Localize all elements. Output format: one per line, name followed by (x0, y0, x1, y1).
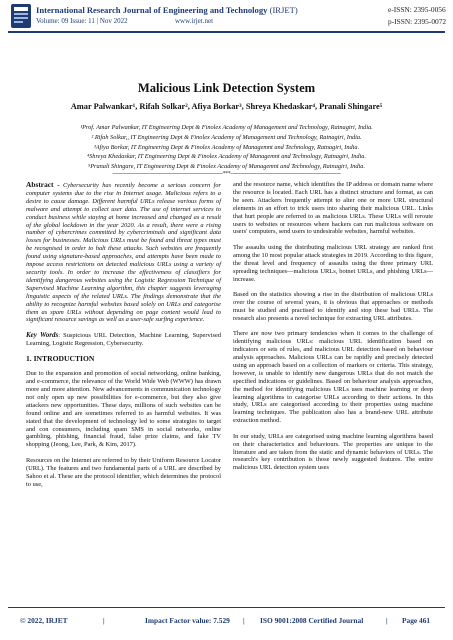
journal-footer (0, 616, 453, 630)
body-paragraph: In our study, URLs are categorised using machine learning algorithms based on their characteristics and behaviours. The properties are unique to the literature and are taken from the static and dynamic behaviors of URLs. The research's key contribution is those newly suggested features. The entire malicious URL detection system uses (233, 432, 433, 472)
affiliation-line: ⁴Shreya Khedaskar, IT Engineering Dept & Finolex Academy of Managemnt and Technology, Ratnagiri, India. (86, 153, 367, 161)
keywords (26, 332, 221, 348)
irjet-logo-icon (10, 3, 32, 29)
impact-factor: Impact Factor value: 7.529 (145, 616, 230, 625)
header-rule (8, 31, 445, 33)
website-link[interactable]: www.irjet.net (175, 17, 214, 25)
body-paragraph: The assaults using the distributing malicious URL strategy are ranked first among the 10 most popular attack strategies in 2019. According to this figure, the threat level and frequency of assaults using the three primary URL spreading techniques—malicious URLs, botnet URLs, and phishing URLs—increase. (233, 243, 433, 283)
section-heading-introduction: 1. INTRODUCTION (26, 354, 95, 364)
affiliation-line: ⁵Pranali Shingare, IT Engineering Dept & Finolex Academy of Managemnt and Technology, Ratnagiri, India. (88, 163, 365, 171)
volume-issue: Volume: 09 Issue: 11 | Nov 2022 (36, 17, 128, 25)
abstract-label: Abstract - (26, 180, 60, 189)
e-issn: e-ISSN: 2395-0056 (388, 5, 446, 14)
copyright: © 2022, IRJET (20, 616, 68, 625)
section-divider: ---------------------------------------------------------------------***--------------------------------------------------------------------- (112, 171, 341, 177)
iso-certification: ISO 9001:2008 Certified Journal (260, 616, 364, 625)
affiliations (0, 123, 453, 172)
journal-name-text: International Research Journal of Engineering and Technology (36, 5, 268, 15)
keywords-label: Key Words (26, 330, 59, 339)
abstract (26, 181, 221, 324)
page-number: Page 461 (402, 616, 431, 625)
journal-abbr: (IRJET) (269, 5, 298, 15)
paper-title: Malicious Link Detection System (137, 81, 316, 95)
affiliation-line: ³Afiya Borkar, IT Engineering Dept & Finolex Academy of Managemnt and Technology, Ratnagiri, India. (93, 143, 360, 151)
volume-line (36, 17, 214, 25)
body-paragraph: and the resource name, which identifies the IP address or domain name where the resource is located. Each URL has a distinct structure and format, as can be seen. Attackers frequently attempt to alter one or more URL structural elements in an effort to trick users into sharing their malicious URL. Links that hurt people are referred to as malicious URLs. These URLs will reroute users to websites or resources where hackers can run malicious software on users' computers, send users to undesirable websites, harmful websites. (233, 181, 433, 236)
affiliation-line: ² Rifah Solkar,, IT Engineering Dept & Finolex Academy of Management and Technology, Ratnagiri, India. (91, 133, 362, 141)
body-paragraph: Based on the statistics showing a rise in the distribution of malicious URLs over the course of several years, it is obvious that approaches or methods must be studied and practised to identify and stop these bad URLs. The research also presents a novel technique for extracting URL attributes. (233, 291, 433, 322)
keywords-text: : Suspicious URL Detection, Machine Learning, Supervised Learning, Logistic Regression, Cybersecurity. (26, 331, 221, 347)
journal-header (0, 0, 453, 32)
right-column (233, 181, 433, 480)
footer-rule (8, 607, 445, 608)
body-paragraph: There are now two primary tendencies when it comes to the challenge of identifying malicious URLs: malicious URL identification based on indicators or sets of rules, and malicious URL detection based on behaviour analysis approaches. Malicious URLs can be rapidly and precisely detected using an approach based on a collection of markers or criteria. This strategy, however, is unable to identify new dangerous URLs that do not match the specified indications or guidelines. Based on behaviour analysis approaches, the method for identifying malicious URLs uses machine learning or deep learning algorithms to categorise URLs according to their actions. In this study, URLs are categorised according to their properties using machine learning techniques. The publication also has a brand-new URL attribute extraction method. (233, 330, 433, 425)
footer-separator: | (243, 616, 245, 625)
body-paragraph: Due to the expansion and promotion of social networking, online banking, and e-commerce, the relevance of the World Wide Web (WWW) has drawn more and more attention. New advancements in communication technology not only open up new possibilities for e-commerce, but they also give attackers new opportunities. These days, millions of such websites can be found online and are sometimes referred to as harmful websites. It was stated that the development of technology led to some strategies to target and con consumers, including spam SMS in social networks, online gambling, phishing, financial fraud, false prize claims, and fake TV shopping (Jeong, Lee, Park, & Kim, 2017). (26, 370, 221, 449)
journal-name (36, 5, 298, 15)
author-list: Amar Palwankar¹, Rifah Solkar², Afiya Borkar³, Shreya Khedaskar⁴, Pranali Shingare⁵ (70, 102, 383, 111)
affiliation-line: ¹Prof. Amar Palwankar, IT Engineering Dept & Finolex Academy of Management and Technology, Ratnagiri, India. (80, 124, 373, 131)
abstract-text: Cybersecurity has recently become a serious concern for computer systems due to the rise in Internet usage. Malicious refers to a desire to cause damage. Different harmful URLs release various forms of malware and attempt to collect user data. The use of internet services to conduct business while staying at home increased and changed as a result of the global lockdown in the year 2020. As a result, there were a rising number of cybercrimes committed by cybercriminals and significant data losses for businesses. Malicious URLs must be found and threat types must be recognised in order to halt these attacks. Such websites are frequently found using signature-based approaches, and attempts have been made to impose access restrictions on detected malicious URLs using a variety of security tools. In order to increase the effectiveness of classifiers for identifying dangerous websites using the Logistic Regression Technique of Supervised Machine Learning algorithm, this chapter suggests leveraging linguistic aspects of the related URLs. The findings demonstrate that the ability to recognize harmful websites based solely on URLs and categorise them as spam URLs without depending on page content would lead to significant resource savings as well as a user-safe surfing experience. (26, 182, 222, 324)
footer-separator: | (386, 616, 388, 625)
body-paragraph: Resources on the Internet are referred to by their Uniform Resource Locator (URL). The features and two fundamental parts of a URL are described by Sahoo et al. These are the protocol identifier, which determines the protocol to use, (26, 456, 221, 488)
footer-separator: | (103, 616, 105, 625)
left-column (26, 181, 221, 496)
p-issn: p-ISSN: 2395-0072 (388, 17, 447, 26)
